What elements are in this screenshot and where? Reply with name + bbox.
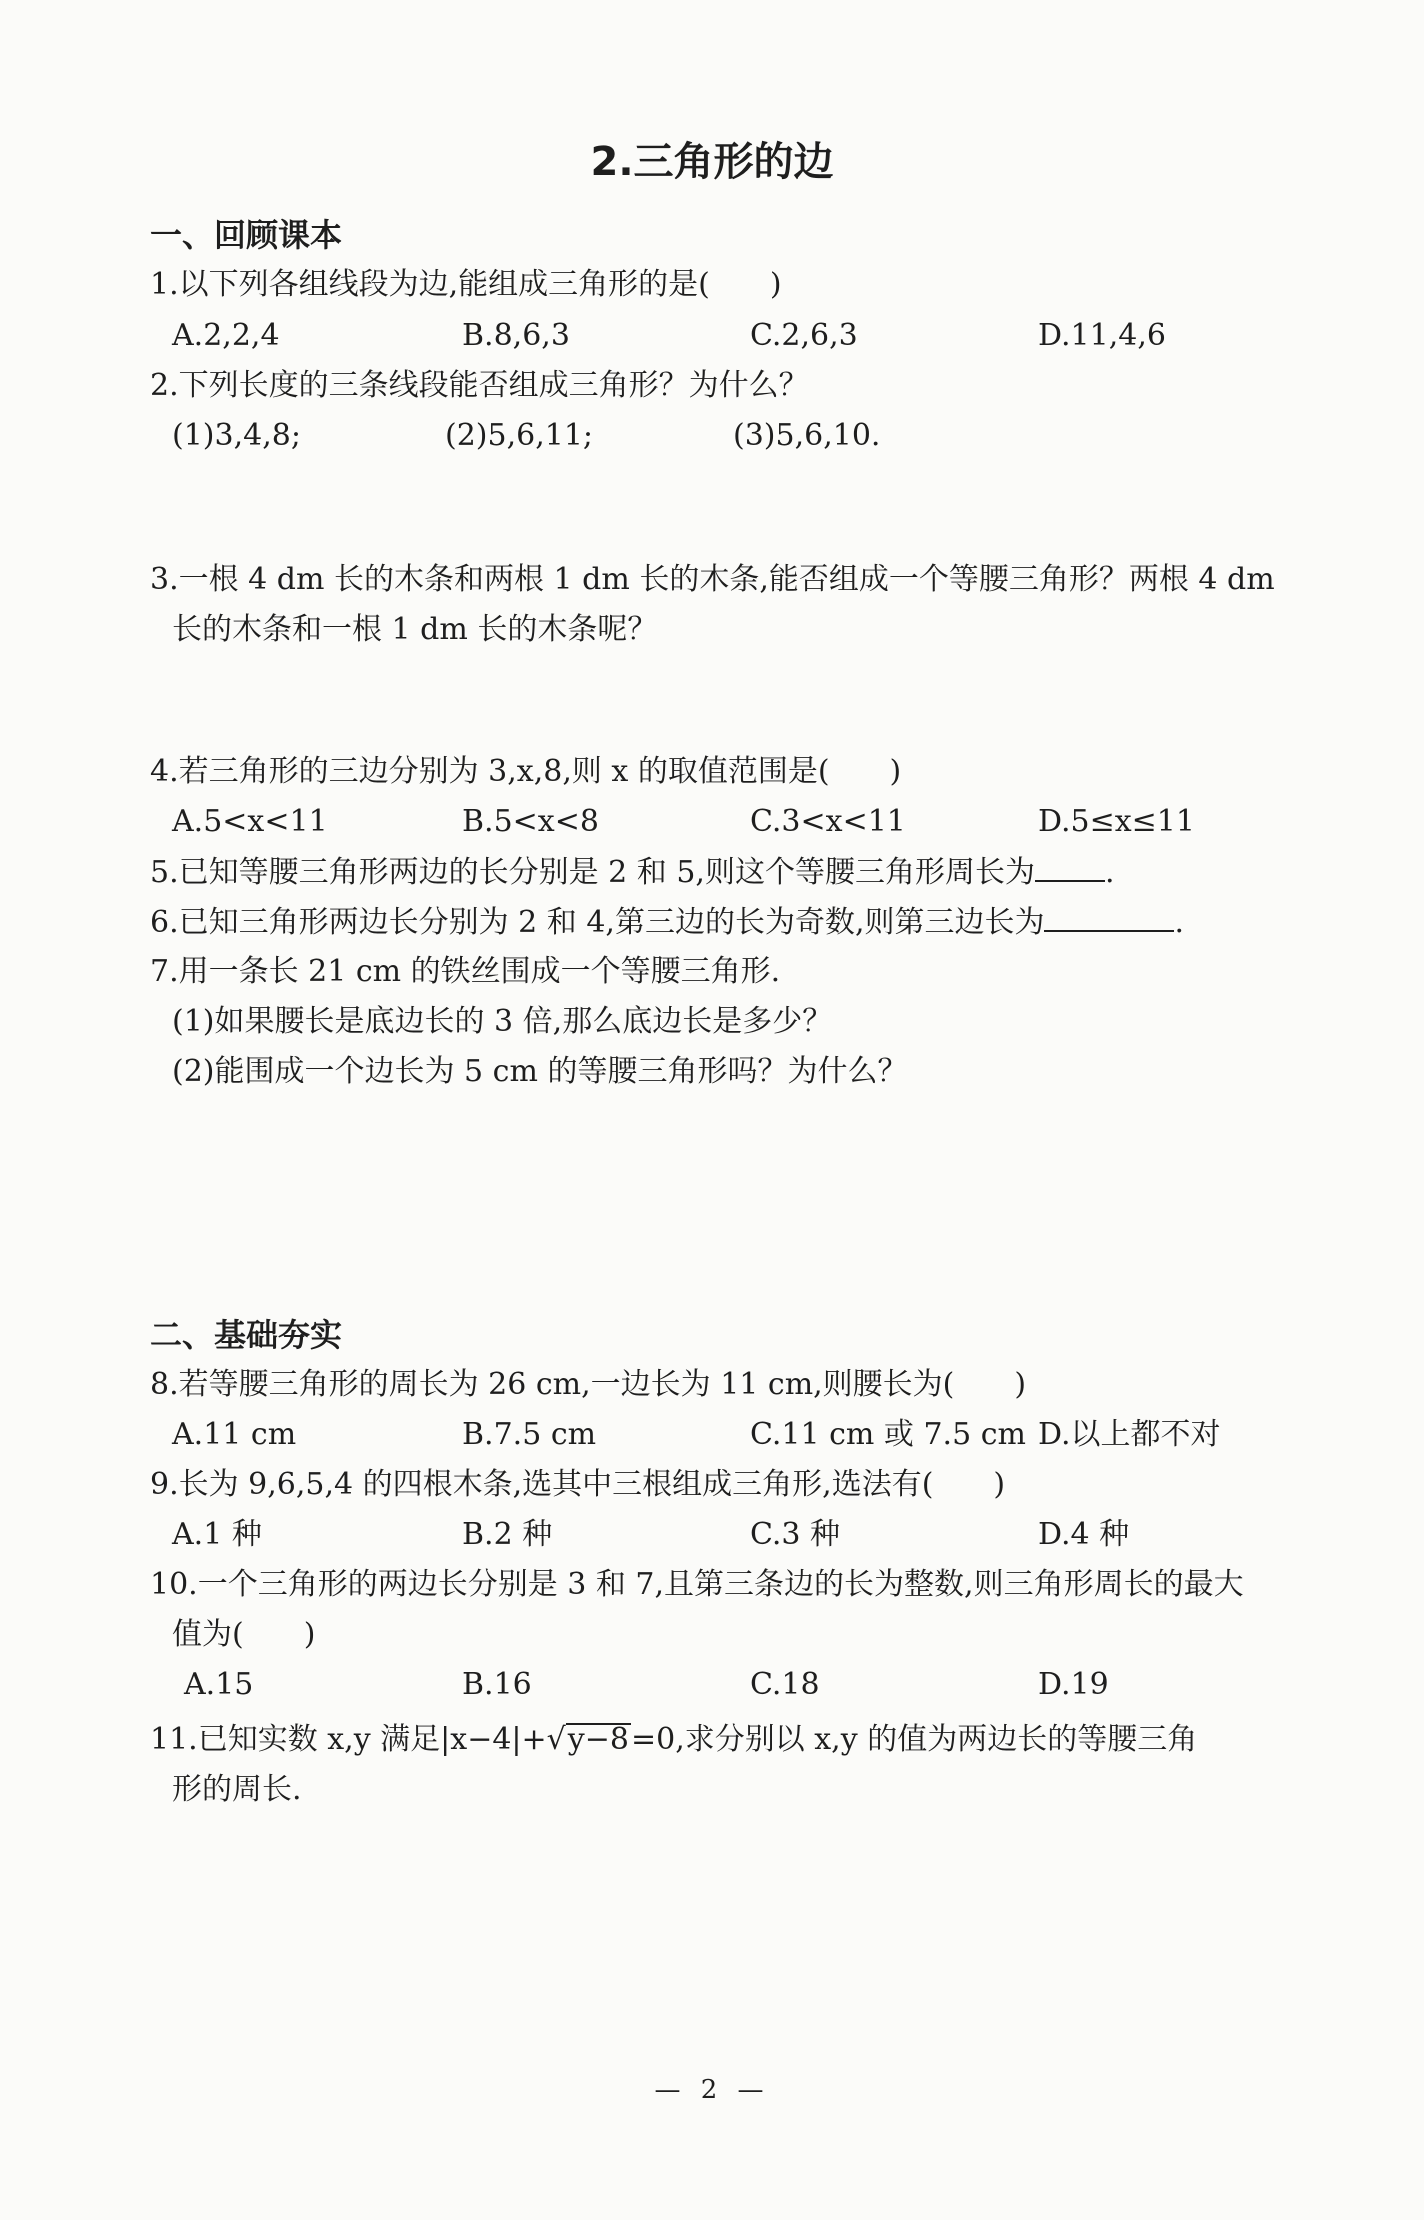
- question-1-option-a: A.2,2,4: [172, 318, 280, 353]
- question-7-stem: 7.用一条长 21 cm 的铁丝围成一个等腰三角形.: [150, 954, 781, 989]
- question-5-text: 5.已知等腰三角形两边的长分别是 2 和 5,则这个等腰三角形周长为: [150, 855, 1035, 890]
- question-9-option-c: C.3 种: [750, 1517, 841, 1552]
- question-8-option-c: C.11 cm 或 7.5 cm: [750, 1417, 1026, 1452]
- question-3-line-1: 3.一根 4 dm 长的木条和两根 1 dm 长的木条,能否组成一个等腰三角形？两根 4 dm: [150, 562, 1275, 597]
- question-10-line-1: 10.一个三角形的两边长分别是 3 和 7,且第三条边的长为整数,则三角形周长的最大: [150, 1567, 1244, 1602]
- question-4-option-b: B.5<x<8: [462, 804, 599, 839]
- question-10-option-b: B.16: [462, 1667, 532, 1702]
- question-4-option-d: D.5≤x≤11: [1038, 804, 1195, 839]
- question-10-option-a: A.15: [184, 1667, 254, 1702]
- question-2-part-3: (3)5,6,10.: [733, 418, 881, 453]
- question-8-option-a: A.11 cm: [172, 1417, 297, 1452]
- question-6-end: .: [1174, 905, 1185, 940]
- question-5: [150, 852, 1115, 893]
- question-2-part-1: (1)3,4,8;: [172, 418, 301, 453]
- question-10-option-d: D.19: [1038, 1667, 1109, 1702]
- question-4-stem: 4.若三角形的三边分别为 3,x,8,则 x 的取值范围是( ): [150, 754, 902, 789]
- question-4-option-c: C.3<x<11: [750, 804, 906, 839]
- question-8-option-b: B.7.5 cm: [462, 1417, 597, 1452]
- question-11-line-2: 形的周长.: [172, 1772, 302, 1807]
- question-9-option-a: A.1 种: [172, 1517, 262, 1552]
- section-heading-review: 一、回顾课本: [150, 216, 343, 254]
- question-11-post: =0,求分别以 x,y 的值为两边长的等腰三角: [630, 1722, 1198, 1757]
- question-3-line-2: 长的木条和一根 1 dm 长的木条呢？: [172, 612, 658, 647]
- answer-blank[interactable]: [1044, 902, 1174, 932]
- question-2-part-2: (2)5,6,11;: [445, 418, 594, 453]
- question-8-option-d: D.以上都不对: [1038, 1417, 1221, 1452]
- question-7-part-1: (1)如果腰长是底边长的 3 倍,那么底边长是多少？: [172, 1004, 833, 1039]
- question-7-part-2: (2)能围成一个边长为 5 cm 的等腰三角形吗？为什么？: [172, 1054, 908, 1089]
- page-number: — 2 —: [654, 2075, 770, 2105]
- question-6-text: 6.已知三角形两边长分别为 2 和 4,第三边的长为奇数,则第三边长为: [150, 905, 1045, 940]
- page-title: 2.三角形的边: [590, 139, 834, 185]
- radicand: y−8: [567, 1722, 629, 1757]
- question-6: [150, 902, 1184, 943]
- question-1-option-b: B.8,6,3: [462, 318, 570, 353]
- question-1-option-c: C.2,6,3: [750, 318, 858, 353]
- question-1-option-d: D.11,4,6: [1038, 318, 1166, 353]
- question-11-pre: 11.已知实数 x,y 满足|x−4|+√: [150, 1722, 566, 1757]
- question-9-stem: 9.长为 9,6,5,4 的四根木条,选其中三根组成三角形,选法有( ): [150, 1467, 1006, 1502]
- section-heading-foundation: 二、基础夯实: [150, 1316, 343, 1354]
- answer-blank[interactable]: [1035, 852, 1105, 882]
- question-4-option-a: A.5<x<11: [172, 804, 328, 839]
- question-10-option-c: C.18: [750, 1667, 820, 1702]
- question-9-option-b: B.2 种: [462, 1517, 553, 1552]
- question-10-line-2: 值为( ): [172, 1617, 316, 1652]
- question-11-line-1: [150, 1720, 1197, 1760]
- question-2-stem: 2.下列长度的三条线段能否组成三角形？为什么？: [150, 368, 809, 403]
- question-5-end: .: [1104, 855, 1115, 890]
- question-8-stem: 8.若等腰三角形的周长为 26 cm,一边长为 11 cm,则腰长为( ): [150, 1367, 1027, 1402]
- question-1-stem: 1.以下列各组线段为边,能组成三角形的是( ): [150, 267, 782, 302]
- question-9-option-d: D.4 种: [1038, 1517, 1130, 1552]
